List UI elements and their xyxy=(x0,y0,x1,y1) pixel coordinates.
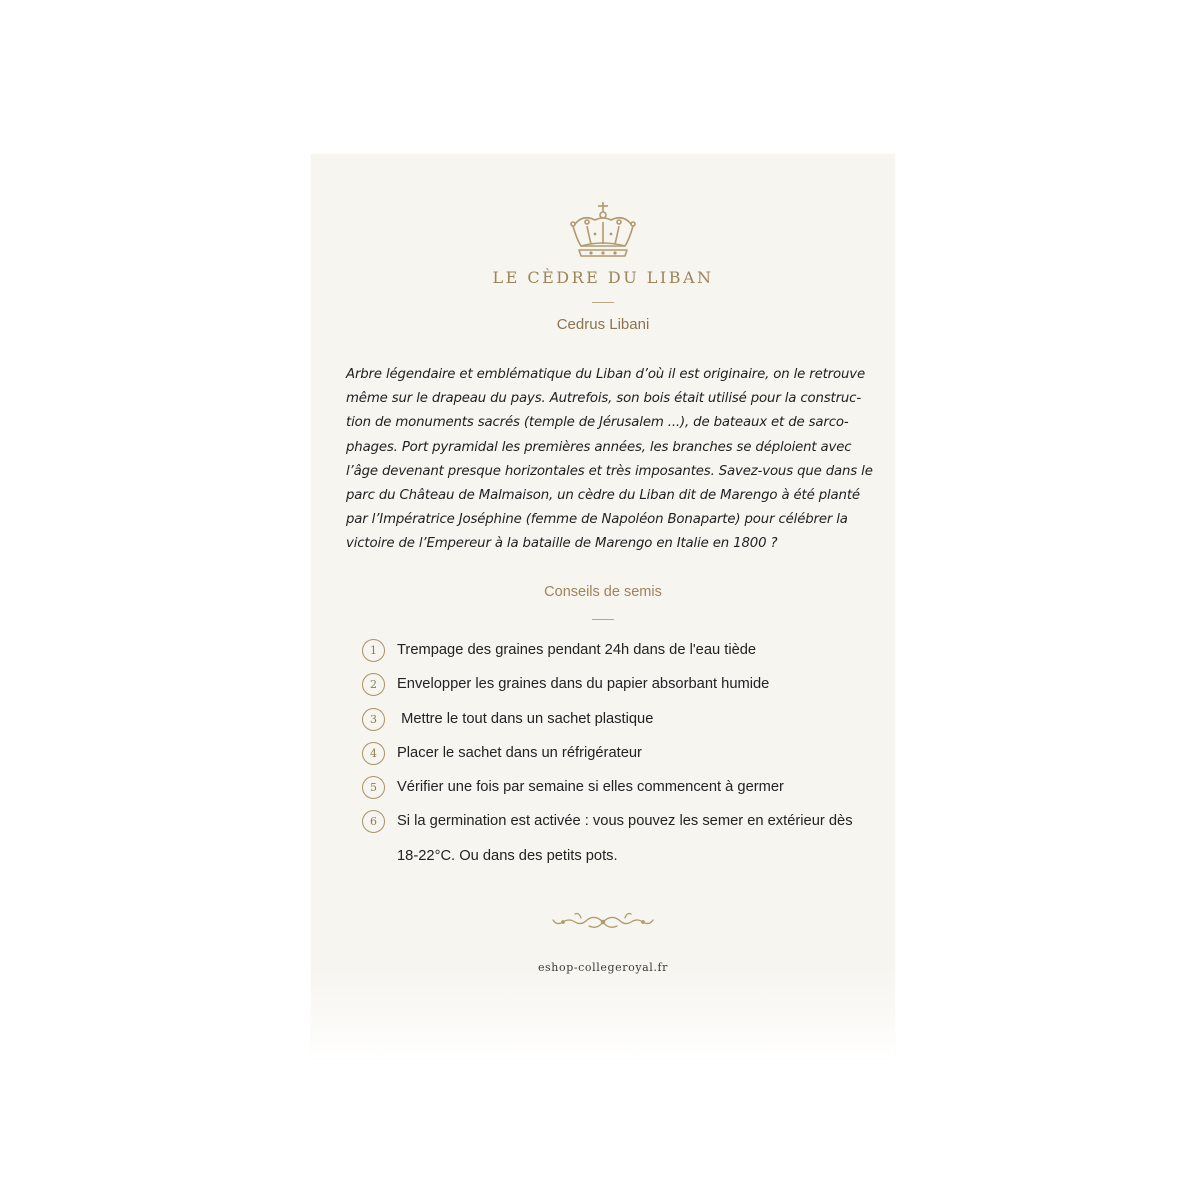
description-line: Arbre légendaire et emblématique du Liban d’où il est originaire, on le retrouve xyxy=(346,367,866,382)
step-item-continuation xyxy=(362,845,882,879)
step-text: Si la germination est activée : vous pouvez les semer en extérieur dès xyxy=(397,813,853,830)
advice-title: Conseils de semis xyxy=(544,584,662,600)
description-line: l’âge devenant presque horizontales et très imposantes. Savez-vous que dans le xyxy=(346,463,873,479)
description-line: par l’Impératrice Joséphine (femme de Napoléon Bonaparte) pour célébrer la xyxy=(346,512,848,528)
step-text: Envelopper les graines dans du papier absorbant humide xyxy=(397,676,770,693)
step-text-continuation: 18-22°C. Ou dans des petits pots. xyxy=(397,847,618,864)
step-number-badge: 4 xyxy=(362,742,385,765)
info-card xyxy=(311,154,895,1058)
description-line: victoire de l’Empereur à la bataille de Marengo en Italie en 1800 ? xyxy=(346,536,778,552)
step-text: Vérifier une fois par semaine si elles commencent à germer xyxy=(397,779,784,796)
step-text: Mettre le tout dans un sachet plastique xyxy=(397,710,654,727)
step-number-badge: 2 xyxy=(362,673,385,696)
description-line: phages. Port pyramidal les premières années, les branches se déploient avec xyxy=(346,439,852,455)
step-text: Trempage des graines pendant 24h dans de l'eau tiède xyxy=(397,642,757,658)
flourish-ornament-icon xyxy=(551,910,655,934)
card-title: LE CÈDRE DU LIBAN xyxy=(492,268,714,287)
description xyxy=(346,363,873,557)
step-text: Placer le sachet dans un réfrigérateur xyxy=(397,744,642,761)
description-line: tion de monuments sacrés (temple de Jérusalem ...), de bateaux et de sarco- xyxy=(346,415,849,431)
description-line: parc du Château de Malmaison, un cèdre du Liban dit de Marengo à été planté xyxy=(346,488,860,504)
step-number-badge: 6 xyxy=(362,810,385,833)
card-subtitle: Cedrus Libani xyxy=(556,316,650,333)
title-divider xyxy=(592,302,614,303)
step-number-badge: 3 xyxy=(362,708,385,731)
website-url: eshop-collegeroyal.fr xyxy=(537,961,669,974)
step-number-badge: 5 xyxy=(362,776,385,799)
crown-icon xyxy=(567,200,639,260)
steps-list xyxy=(362,639,882,879)
step-number-badge: 1 xyxy=(362,639,385,662)
description-line: même sur le drapeau du pays. Autrefois, son bois était utilisé pour la construc- xyxy=(346,391,861,407)
advice-divider xyxy=(592,619,614,620)
